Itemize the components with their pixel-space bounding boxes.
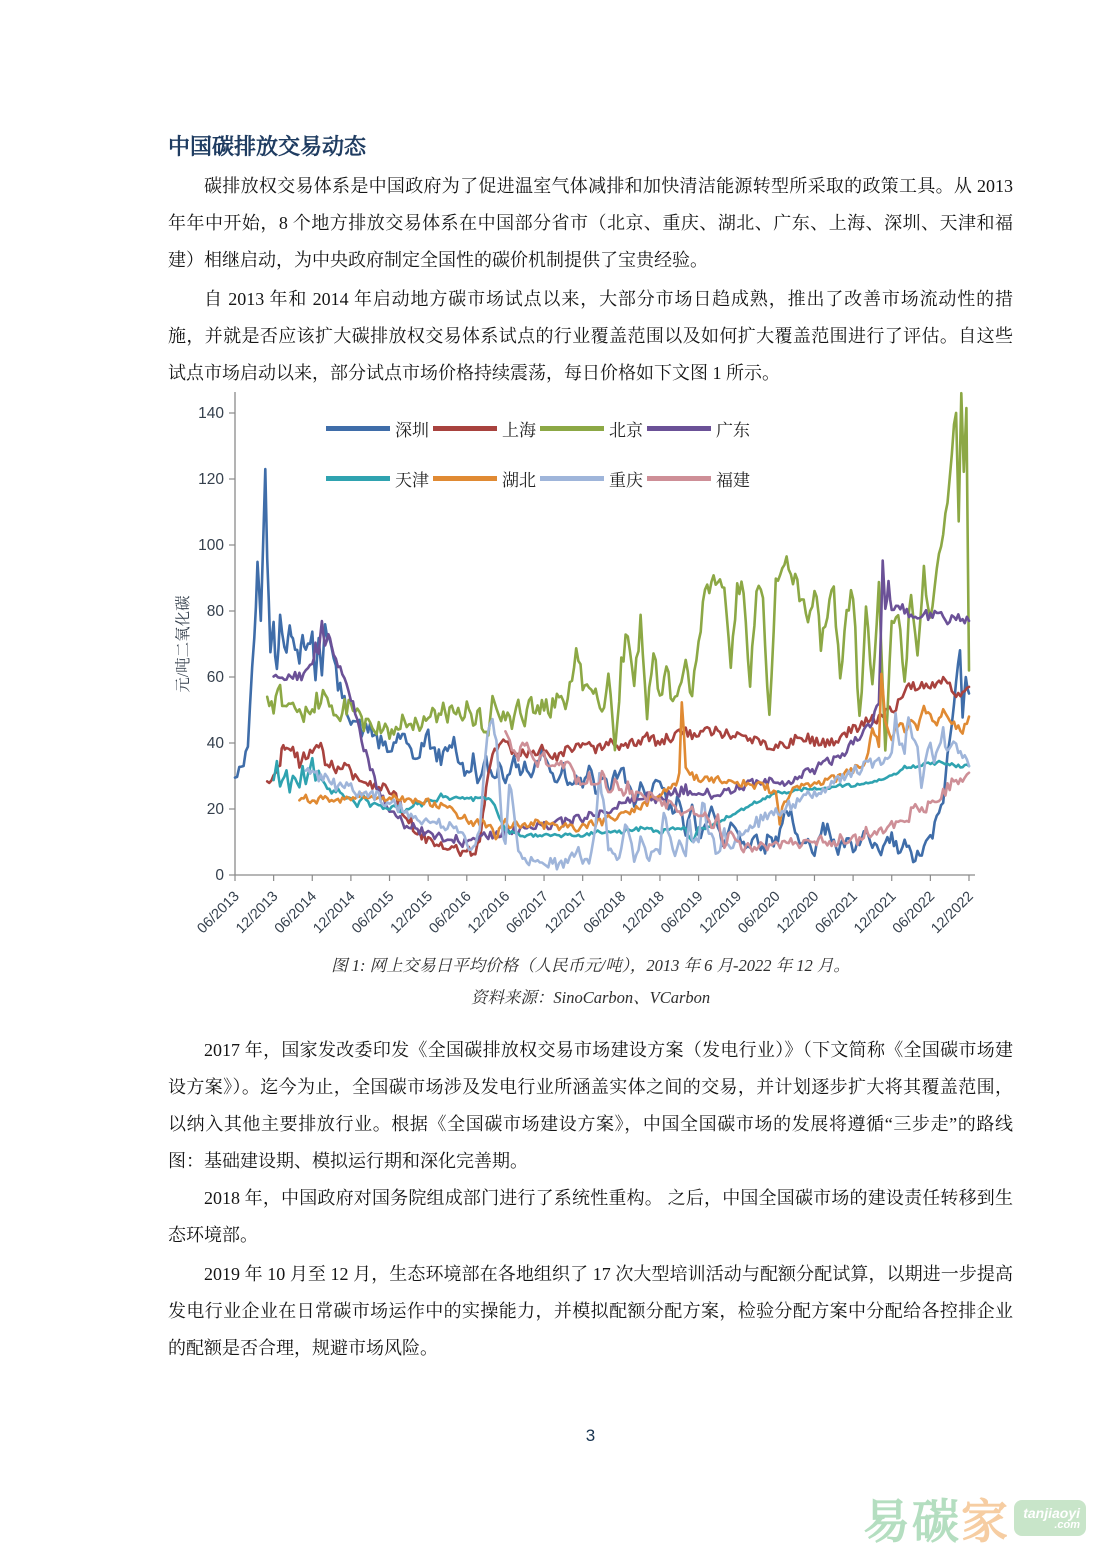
figure1-caption: 图 1: 网上交易日平均价格（人民币元/吨），2013 年 6 月-2022 年 12 月。	[331, 956, 850, 975]
x-tick-label: 12/2022	[928, 888, 977, 937]
page-number: 3	[585, 1426, 596, 1445]
paragraph-2019-training: 2019 年 10 月至 12 月，生态环境部在各地组织了 17 次大型培训活动与配额分配试算，以期进一步提高发电行业企业在日常碳市场运作中的实操能力，并模拟配额分配方案，检验分配方案中分配给各控排企业的配额是否合理，规避市场风险。	[168, 1264, 1013, 1358]
legend-label: 上海	[502, 420, 536, 440]
x-tick-label: 12/2013	[233, 888, 282, 937]
x-tick-label: 06/2015	[348, 888, 398, 937]
y-tick-label: 60	[206, 669, 224, 686]
figure1-chart	[166, 390, 1041, 950]
legend-label: 天津	[395, 470, 429, 490]
legend-swatch	[326, 426, 390, 431]
chart-legend	[326, 414, 886, 514]
x-tick-label: 12/2017	[542, 888, 591, 937]
x-tick-label: 06/2017	[503, 888, 552, 937]
x-tick-label: 12/2015	[387, 888, 436, 937]
paragraph-pilot-markets: 自 2013 年和 2014 年启动地方碳市场试点以来，大部分市场日趋成熟，推出了改善市场流动性的措施，并就是否应该扩大碳排放权交易体系试点的行业覆盖范围以及如何扩大覆盖范围进行了评估。自这些试点市场启动以来，部分试点市场价格持续震荡，每日价格如下文图 1 所示。	[168, 289, 1013, 383]
legend-label: 湖北	[502, 470, 536, 490]
x-tick-label: 06/2022	[889, 888, 939, 937]
legend-item-深圳	[326, 416, 433, 441]
y-tick-label: 120	[198, 471, 224, 488]
x-tick-label: 12/2019	[696, 888, 746, 937]
x-tick-label: 06/2021	[812, 888, 861, 937]
logo-domain-bottom: .com	[1054, 1518, 1080, 1531]
legend-item-天津	[326, 466, 433, 491]
x-tick-label: 06/2020	[735, 888, 784, 937]
logo-domain-top: tanjiaoyi	[1023, 1504, 1080, 1521]
legend-item-北京	[540, 416, 647, 441]
legend-label: 福建	[716, 470, 750, 490]
y-axis-title: 元/吨二氧化碳	[175, 595, 192, 693]
x-tick-label: 12/2018	[619, 888, 668, 937]
legend-label: 北京	[609, 420, 643, 440]
legend-swatch	[647, 476, 711, 481]
x-tick-label: 12/2016	[464, 888, 514, 937]
legend-swatch	[433, 476, 497, 481]
x-tick-label: 12/2020	[773, 888, 823, 937]
y-tick-label: 100	[198, 537, 224, 554]
legend-item-上海	[433, 416, 540, 441]
legend-item-湖北	[433, 466, 540, 491]
x-tick-label: 12/2021	[851, 888, 900, 937]
legend-label: 深圳	[395, 420, 429, 440]
x-tick-label: 06/2013	[194, 888, 243, 937]
legend-item-福建	[647, 466, 754, 491]
legend-swatch	[326, 476, 390, 481]
legend-swatch	[540, 476, 604, 481]
series-line-深圳	[235, 469, 969, 862]
legend-swatch	[433, 426, 497, 431]
legend-row	[326, 464, 886, 492]
legend-swatch	[647, 426, 711, 431]
y-tick-label: 140	[198, 405, 224, 422]
legend-item-重庆	[540, 466, 647, 491]
legend-swatch	[540, 426, 604, 431]
logo-accent-text: 家	[961, 1494, 1008, 1548]
x-tick-label: 06/2014	[271, 888, 321, 937]
y-tick-label: 80	[206, 603, 224, 620]
series-line-湖北	[299, 674, 969, 839]
y-tick-label: 20	[206, 801, 224, 818]
x-tick-label: 06/2016	[426, 888, 475, 937]
paragraph-intro: 碳排放权交易体系是中国政府为了促进温室气体减排和加快清洁能源转型所采取的政策工具。从 2013 年年中开始，8 个地方排放交易体系在中国部分省市（北京、重庆、湖北、广东、上海、深圳、天津和福建）相继启动，为中央政府制定全国性的碳价机制提供了宝贵经验。	[168, 176, 1013, 270]
figure1-source: 资料来源：SinoCarbon、VCarbon	[470, 988, 711, 1007]
paragraph-2017-plan: 2017 年，国家发改委印发《全国碳排放权交易市场建设方案（发电行业）》（下文简称《全国碳市场建设方案》）。迄今为止，全国碳市场涉及发电行业所涵盖实体之间的交易，并计划逐步扩大将其覆盖范围，以纳入其他主要排放行业。根据《全国碳市场建设方案》，中国全国碳市场的发展将遵循“三步走”的路线图：基础建设期、模拟运行期和深化完善期。	[168, 1040, 1013, 1171]
y-tick-label: 0	[215, 867, 224, 884]
x-tick-label: 06/2018	[580, 888, 630, 937]
yitanjia-logo	[863, 1487, 1086, 1549]
x-tick-label: 06/2019	[658, 888, 707, 937]
logo-domain-badge	[1014, 1500, 1086, 1536]
legend-label: 重庆	[609, 470, 643, 490]
y-tick-label: 40	[206, 735, 224, 752]
legend-item-广东	[647, 416, 754, 441]
legend-row	[326, 414, 886, 442]
page-title: 中国碳排放交易动态	[168, 134, 367, 159]
paragraph-2018-restructure: 2018 年，中国政府对国务院组成部门进行了系统性重构。 之后，中国全国碳市场的建设责任转移到生态环境部。	[168, 1188, 1013, 1245]
x-tick-label: 12/2014	[310, 888, 359, 937]
legend-label: 广东	[716, 420, 750, 440]
logo-green-text: 易碳	[863, 1494, 961, 1548]
